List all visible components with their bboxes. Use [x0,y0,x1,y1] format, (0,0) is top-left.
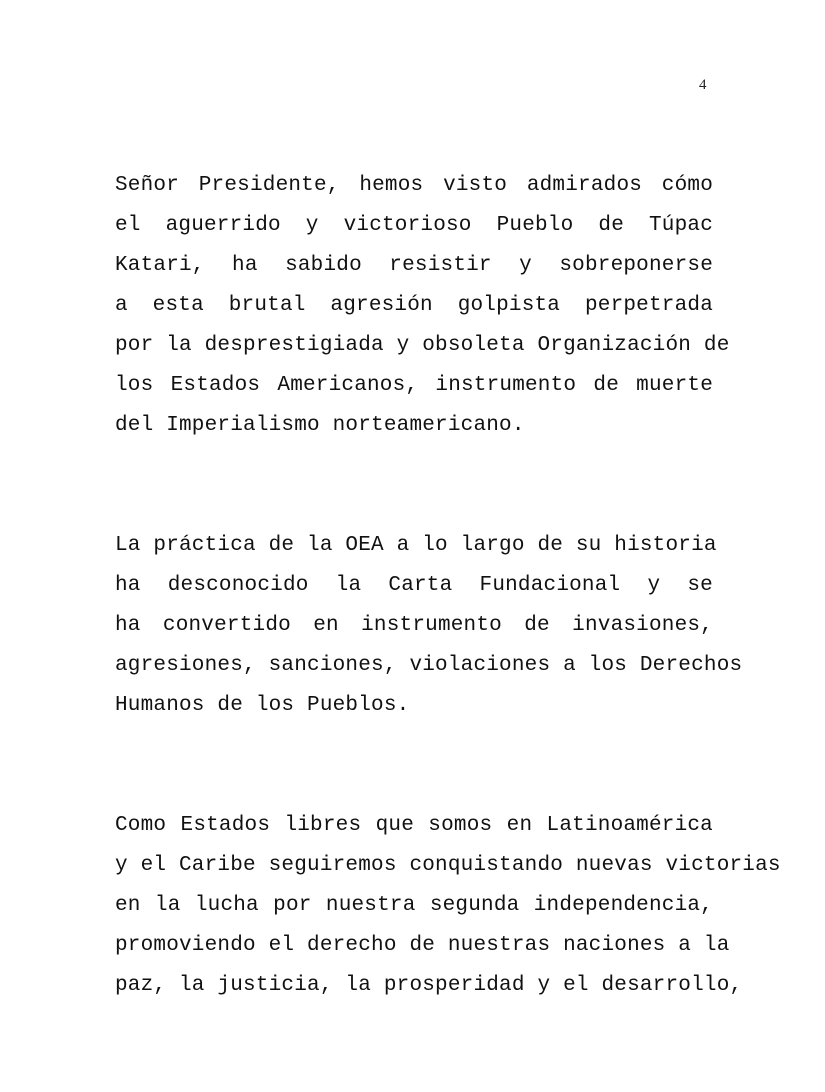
text-line: ha desconocido la Carta Fundacional y se [115,574,713,597]
text-line: en la lucha por nuestra segunda independencia, [115,894,713,917]
text-line: Como Estados libres que somos en Latinoamérica [115,814,713,837]
text-line: del Imperialismo norteamericano. [115,414,525,437]
text-line: paz, la justicia, la prosperidad y el desarrollo, [115,974,743,997]
text-line: el aguerrido y victorioso Pueblo de Túpac [115,214,713,237]
text-line: La práctica de la OEA a lo largo de su historia [115,534,717,557]
text-line: por la desprestigiada y obsoleta Organización de [115,334,730,357]
paragraph-3 [115,812,781,1012]
text-line: Humanos de los Pueblos. [115,694,410,717]
text-line: promoviendo el derecho de nuestras naciones a la [115,934,730,957]
paragraph-2 [115,532,743,732]
text-line: los Estados Americanos, instrumento de muerte [115,374,713,397]
text-line: ha convertido en instrumento de invasiones, [115,614,713,637]
page-number: 4 [699,77,707,93]
paragraph-1 [115,172,730,452]
text-line: Señor Presidente, hemos visto admirados cómo [115,174,713,197]
text-line: agresiones, sanciones, violaciones a los Derechos [115,654,743,677]
document-body [115,172,781,1092]
text-line: Katari, ha sabido resistir y sobreponerse [115,254,713,277]
text-line: y el Caribe seguiremos conquistando nuevas victorias [115,854,781,877]
text-line: a esta brutal agresión golpista perpetrada [115,294,713,317]
